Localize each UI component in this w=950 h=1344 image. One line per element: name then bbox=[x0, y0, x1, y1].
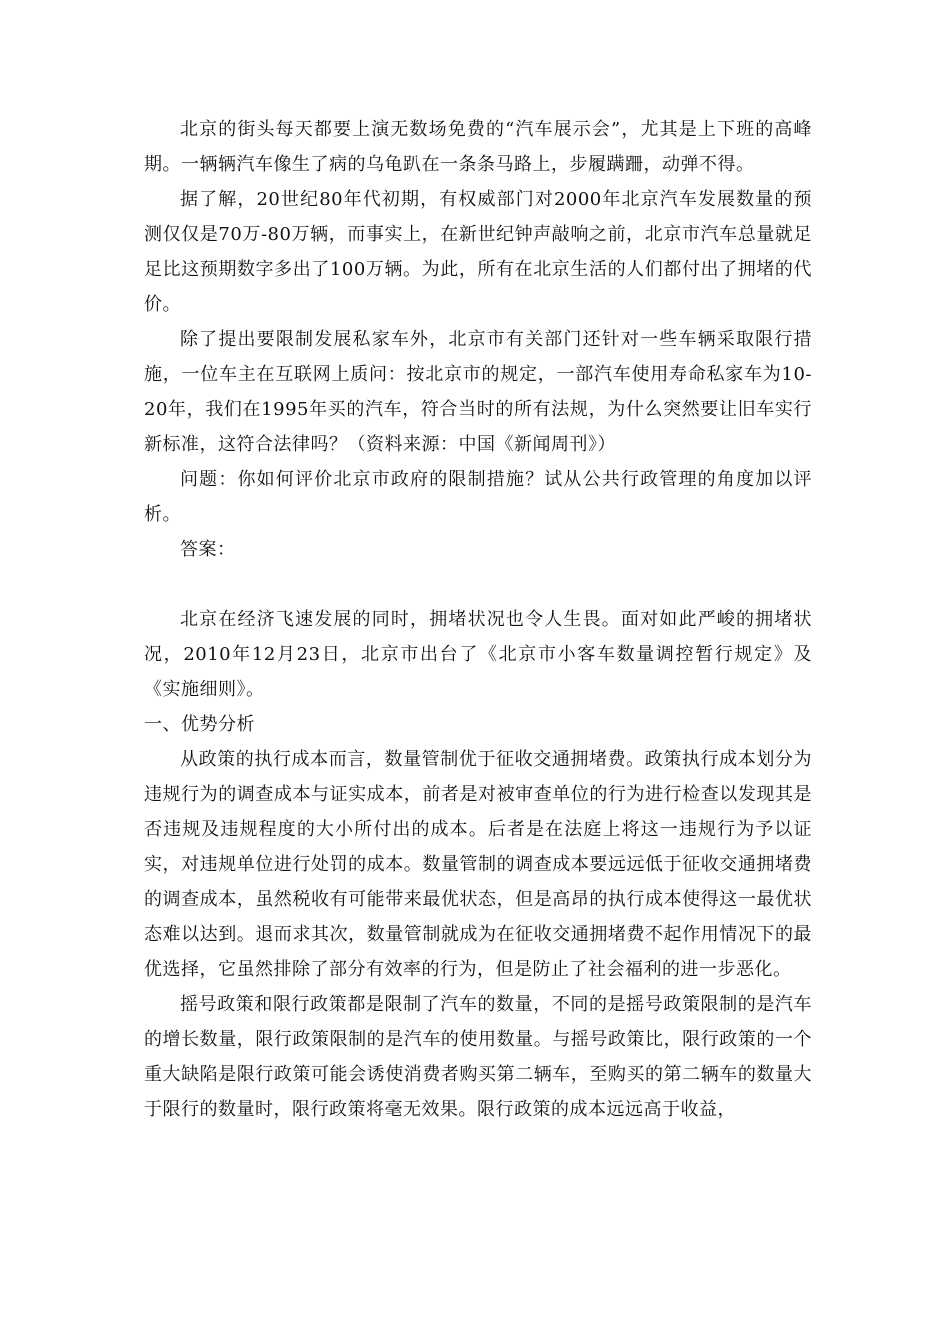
paragraph-traffic-jam: 北京的街头每天都要上演无数场免费的“汽车展示会”，尤其是上下班的高峰期。一辆辆汽车像生了病的乌龟趴在一条条马路上，步履蹒跚，动弹不得。 bbox=[144, 119, 812, 175]
paragraph-policy-comparison: 摇号政策和限行政策都是限制了汽车的数量，不同的是摇号政策限制的是汽车的增长数量，限行政策限制的是汽车的使用数量。与摇号政策比，限行政策的一个重大缺陷是限行政策可能会诱使消费者购买第二辆车，至购买的第二辆车的数量大于限行的数量时，限行政策将毫无效果。限行政策的成本远远高于收益， bbox=[144, 994, 812, 1120]
paragraph-forecast: 据了解，20世纪80年代初期，有权威部门对2000年北京汽车发展数量的预测仅仅是70万-80万辆，而事实上，在新世纪钟声敲响之前，北京市汽车总量就足足比这预期数字多出了100万辆。为此，所有在北京生活的人们都付出了拥堵的代价。 bbox=[144, 189, 812, 315]
paragraph-cost-analysis: 从政策的执行成本而言，数量管制优于征收交通拥堵费。政策执行成本划分为违规行为的调查成本与证实成本，前者是对被审查单位的行为进行检查以发现其是否违规及违规程度的大小所付出的成本。后者是在法庭上将这一违规行为予以证实，对违规单位进行处罚的成本。数量管制的调查成本要远远低于征收交通拥堵费的调查成本，虽然税收有可能带来最优状态，但是高昂的执行成本使得这一最优状态难以达到。退而求其次，数量管制就成为在征收交通拥堵费不起作用情况下的最优选择，它虽然排除了部分有效率的行为，但是防止了社会福利的进一步恶化。 bbox=[144, 749, 812, 980]
paragraph-intro: 北京在经济飞速发展的同时，拥堵状况也令人生畏。面对如此严峻的拥堵状况，2010年12月23日，北京市出台了《北京市小客车数量调控暂行规定》及《实施细则》。 bbox=[144, 609, 812, 700]
paragraph-question: 问题：你如何评价北京市政府的限制措施？试从公共行政管理的角度加以评析。 bbox=[144, 469, 812, 525]
section-heading: 一、优势分析 bbox=[144, 714, 255, 735]
paragraph-restriction: 除了提出要限制发展私家车外，北京市有关部门还针对一些车辆采取限行措施，一位车主在互联网上质问：按北京市的规定，一部汽车使用寿命私家车为10-20年，我们在1995年买的汽车，符合当时的所有法规，为什么突然要让旧车实行新标准，这符合法律吗？（资料来源：中国《新闻周刊》） bbox=[144, 329, 812, 455]
document-page bbox=[144, 112, 812, 1127]
blank-line bbox=[144, 567, 812, 602]
paragraph-answer-label: 答案： bbox=[180, 539, 236, 560]
